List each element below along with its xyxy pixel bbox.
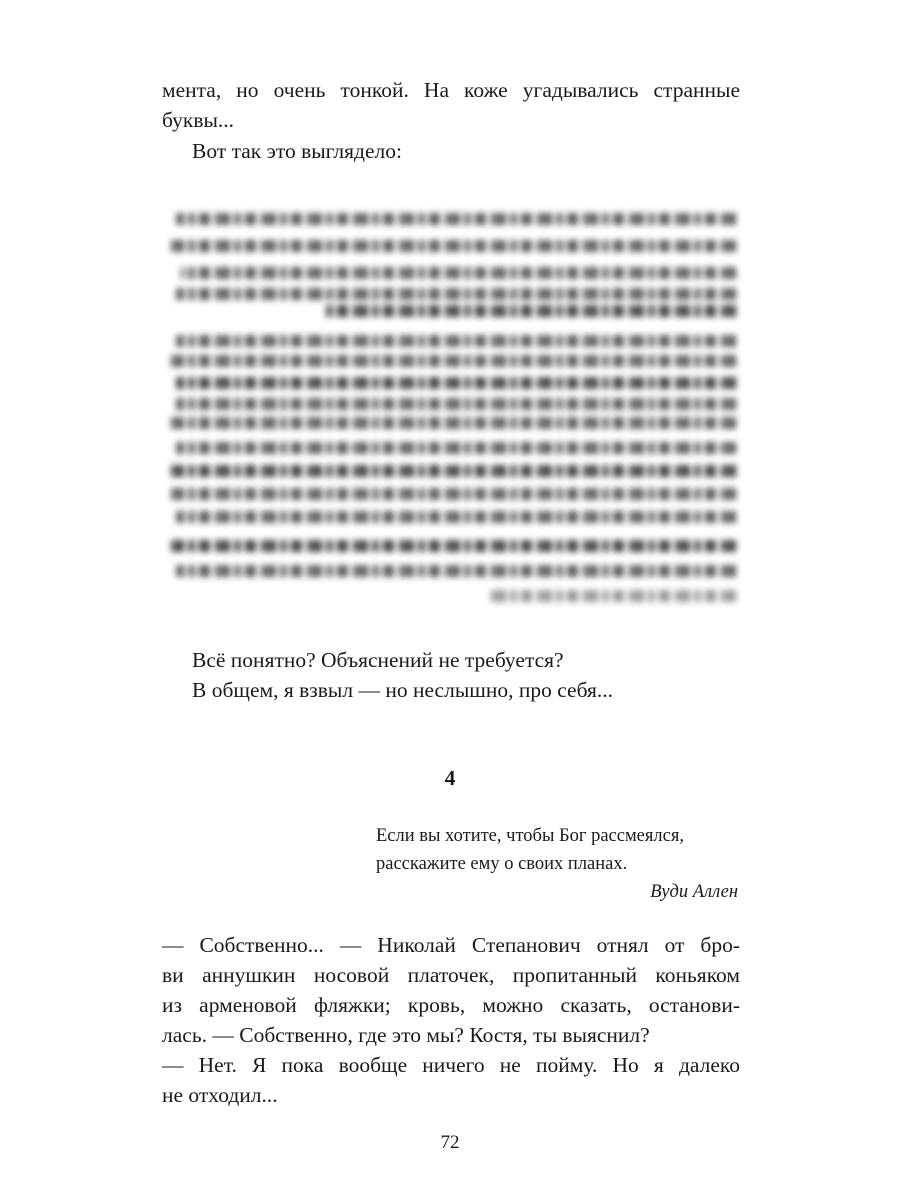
blurred-text-line bbox=[176, 335, 736, 347]
blurred-text-line bbox=[176, 398, 736, 410]
blurred-text-line bbox=[176, 377, 736, 389]
blurred-text-line bbox=[176, 565, 736, 577]
text-line: буквы... bbox=[162, 108, 235, 132]
blurred-text-line bbox=[326, 305, 736, 317]
blurred-hebrew-text-image bbox=[164, 195, 742, 610]
epigraph-line: Если вы хотите, чтобы Бог рассмеялся, bbox=[376, 826, 684, 846]
page-number: 72 bbox=[440, 1132, 460, 1153]
blurred-text-line bbox=[171, 465, 736, 477]
text-line: мента, но очень тонкой. На коже угадывались странные bbox=[162, 78, 740, 102]
blurred-text-line bbox=[176, 288, 736, 300]
blurred-text-line bbox=[171, 488, 736, 500]
text-line: Всё понятно? Объяснений не требуется? bbox=[192, 648, 564, 672]
chapter-number: 4 bbox=[444, 766, 456, 790]
blurred-text-line bbox=[176, 213, 736, 225]
epigraph-author: Вуди Аллен bbox=[650, 882, 738, 902]
blurred-text-line bbox=[176, 511, 736, 523]
blurred-text-line bbox=[176, 442, 736, 454]
blurred-text-line bbox=[181, 267, 736, 279]
body-line: ви аннушкин носовой платочек, пропитанный коньяком bbox=[162, 963, 740, 987]
blurred-text-line bbox=[171, 417, 736, 429]
body-line: из арменовой фляжки; кровь, можно сказать, останови- bbox=[162, 993, 740, 1017]
blurred-text-line bbox=[171, 540, 736, 552]
body-line: не отходил... bbox=[162, 1083, 278, 1107]
text-line: В общем, я взвыл — но неслышно, про себя... bbox=[192, 678, 613, 702]
epigraph-line: расскажите ему о своих планах. bbox=[376, 854, 628, 874]
body-line: лась. — Собственно, где это мы? Костя, ты выяснил? bbox=[162, 1023, 650, 1047]
blurred-text-line bbox=[171, 355, 736, 367]
body-line: — Нет. Я пока вообще ничего не пойму. Но я далеко bbox=[162, 1053, 740, 1077]
text-line: Вот так это выглядело: bbox=[192, 139, 402, 163]
blurred-text-line bbox=[171, 240, 736, 252]
body-line: — Собственно... — Николай Степанович отнял от бро- bbox=[162, 933, 740, 957]
blurred-text-line bbox=[486, 590, 736, 602]
